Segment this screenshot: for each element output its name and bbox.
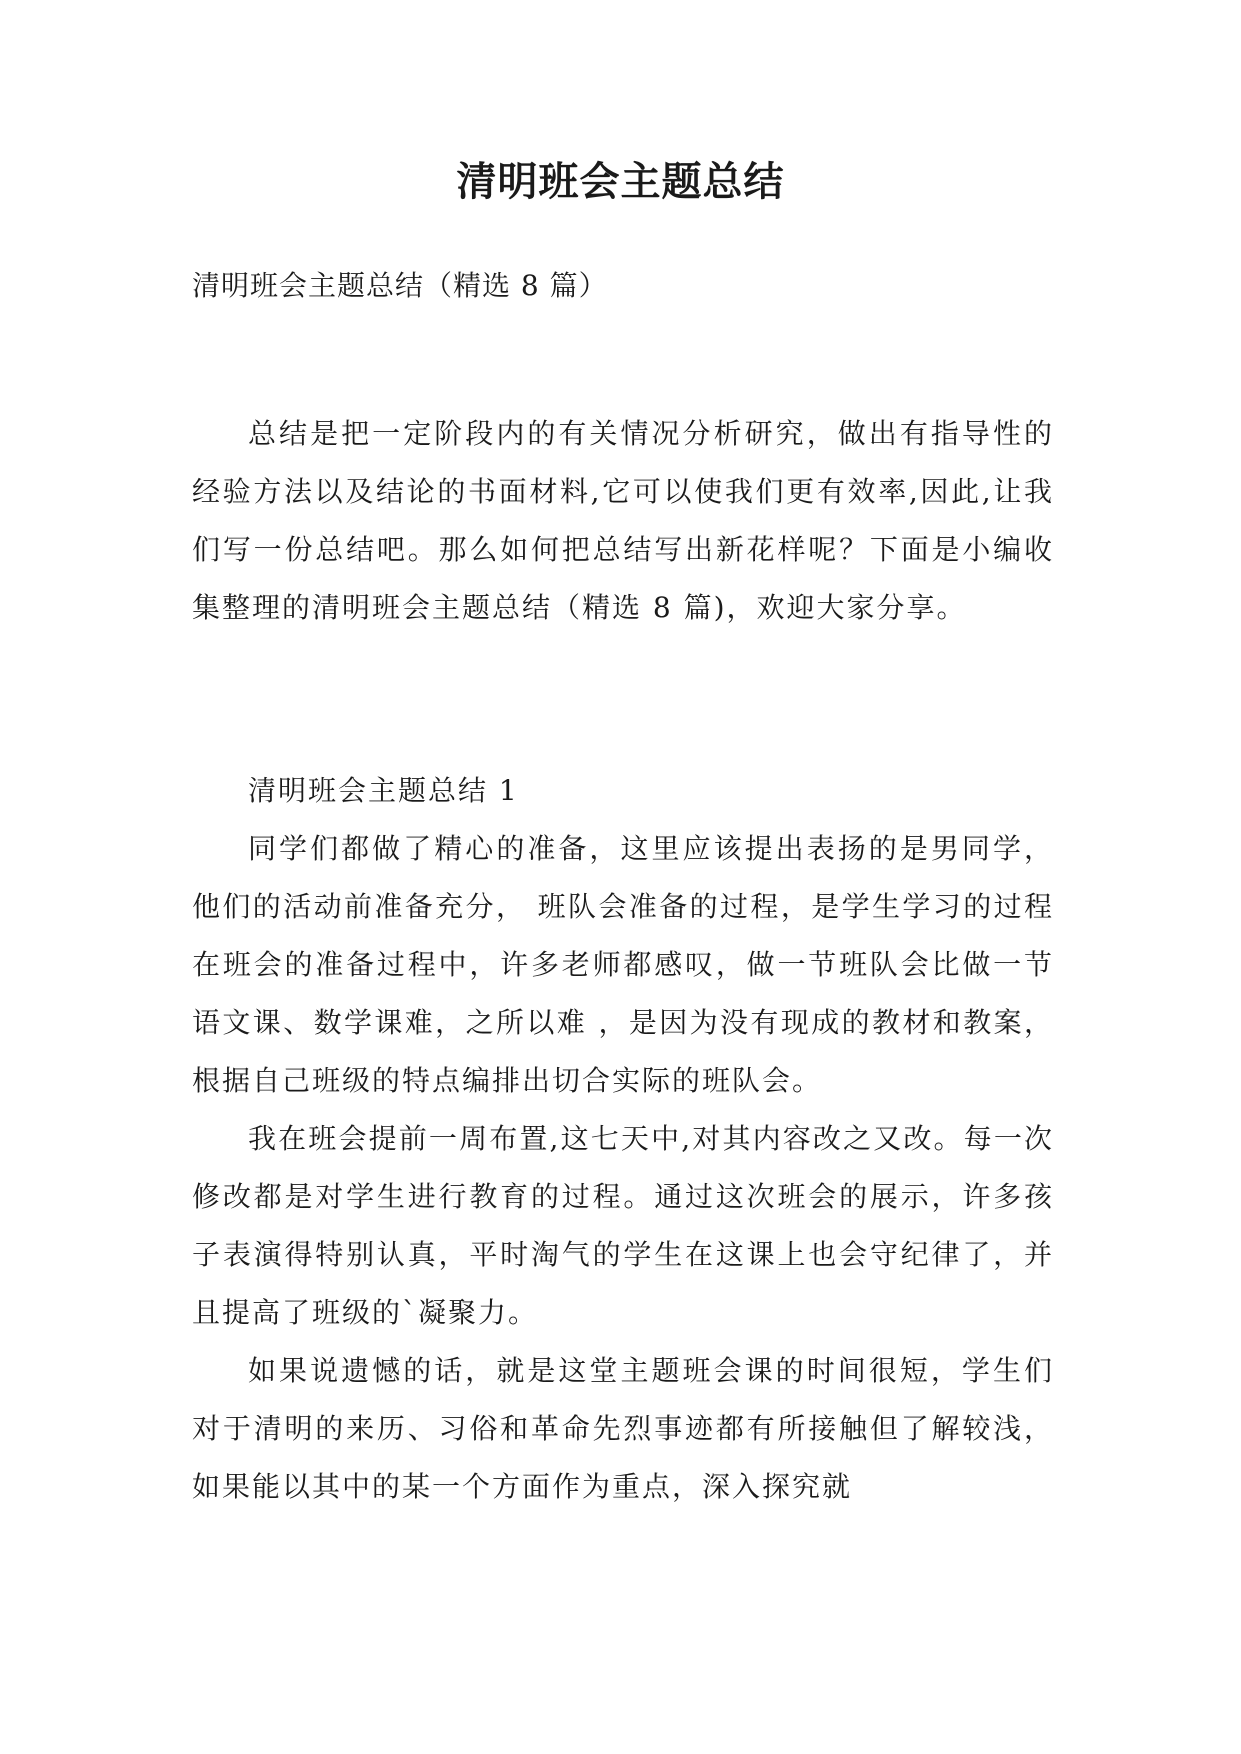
section-heading: 清明班会主题总结 1 — [248, 774, 519, 807]
page-title: 清明班会主题总结 — [456, 159, 785, 205]
body-paragraph-1: 同学们都做了精心的准备，这里应该提出表扬的是男同学，他们的活动前准备充分， 班队会准备的过程，是学生学习的过程 在班会的准备过程中，许多老师都感叹，做一节班队会比做一节语文课、数学课难，之所以难 ，是因为没有现成的教材和教案，根据自己班级的特点编排出切合实际的班队会。 — [192, 832, 1054, 1097]
document-subtitle: 清明班会主题总结（精选 8 篇） — [192, 269, 608, 302]
body-paragraph-2: 我在班会提前一周布置,这七天中,对其内容改之又改。每一次修改都是对学生进行教育的过程。通过这次班会的展示，许多孩子表演得特别认真，平时淘气的学生在这课上也会守纪律了，并且提高了班级的`凝聚力。 — [192, 1122, 1054, 1329]
intro-block — [192, 405, 1054, 637]
section-1 — [192, 762, 1054, 1516]
intro-paragraph: 总结是把一定阶段内的有关情况分析研究，做出有指导性的经验方法以及结论的书面材料,它可以使我们更有效率,因此,让我们写一份总结吧。那么如何把总结写出新花样呢？下面是小编收集整理的清明班会主题总结（精选 8 篇)，欢迎大家分享。 — [192, 417, 1054, 624]
body-paragraph-3: 如果说遗憾的话，就是这堂主题班会课的时间很短，学生们对于清明的来历、习俗和革命先烈事迹都有所接触但了解较浅，如果能以其中的某一个方面作为重点，深入探究就 — [192, 1354, 1054, 1503]
